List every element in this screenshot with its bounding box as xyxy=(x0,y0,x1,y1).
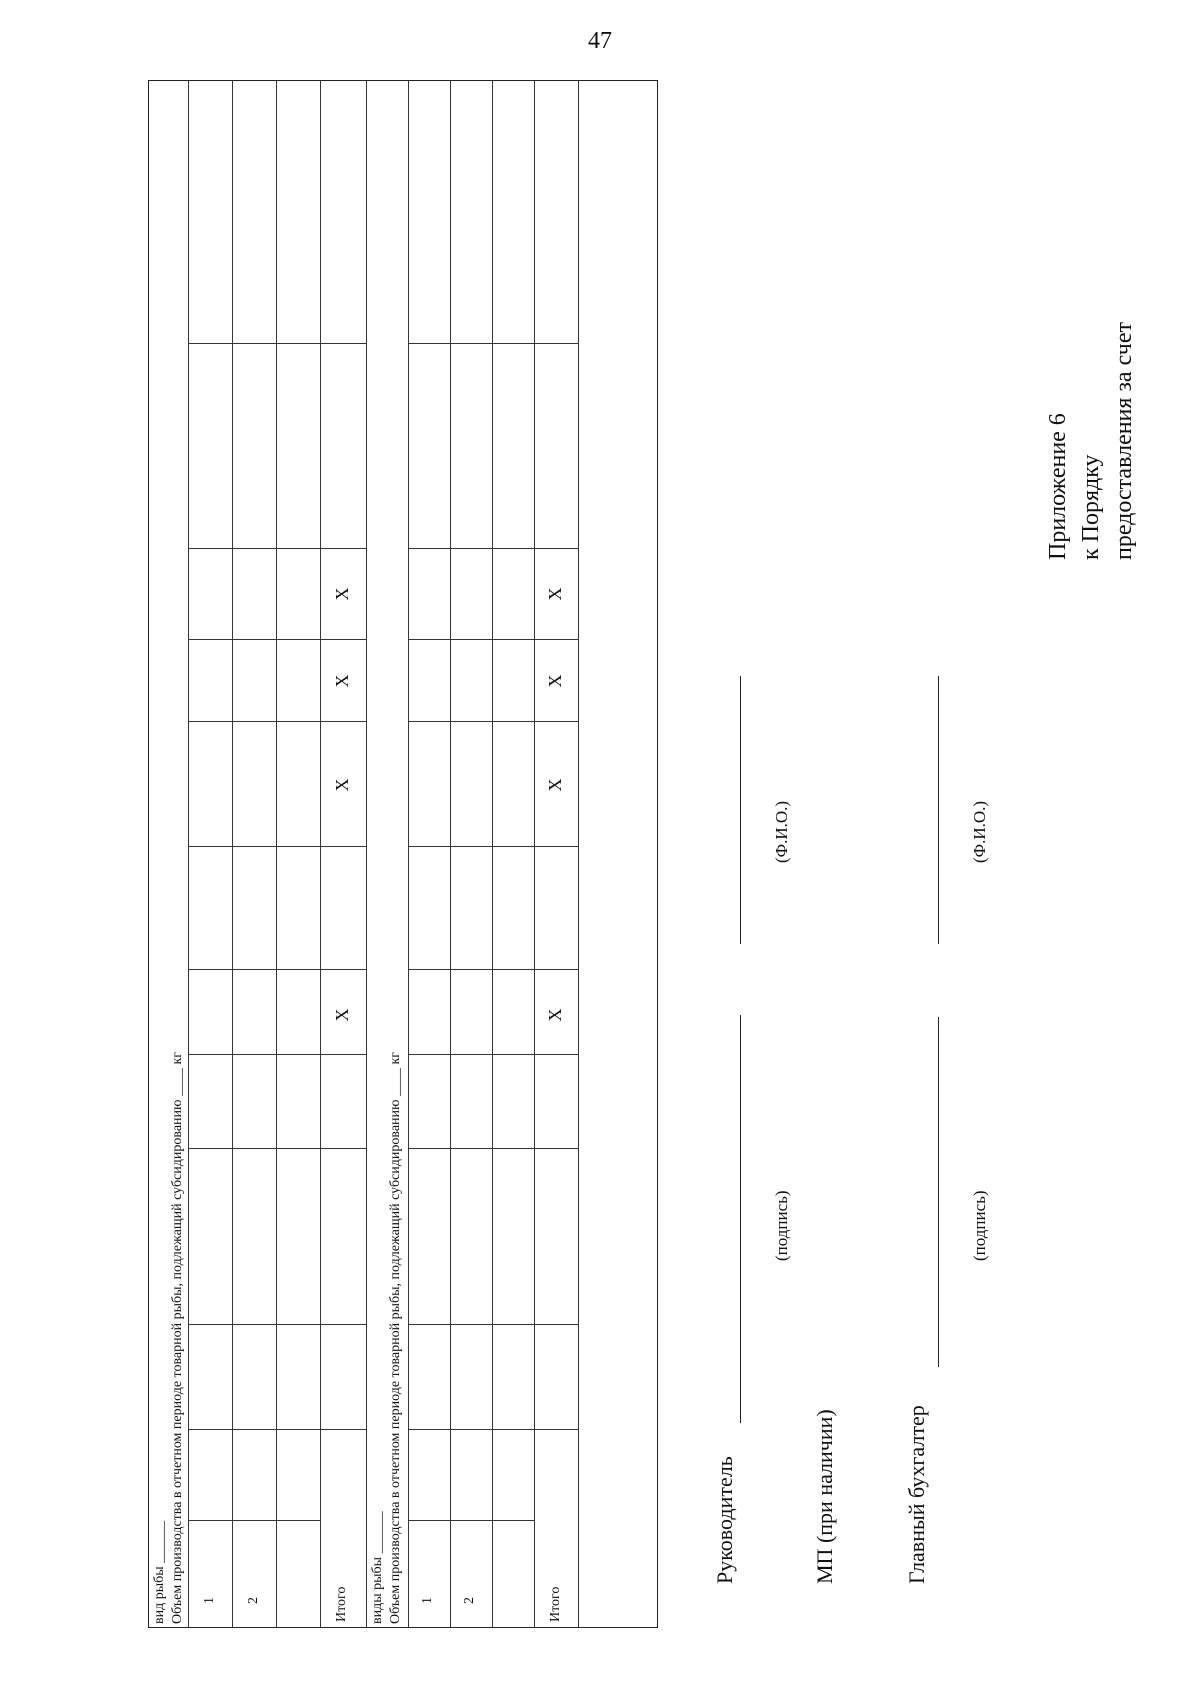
row-number-1: 1 xyxy=(420,1597,435,1604)
x-mark: Х xyxy=(332,1008,352,1022)
divider xyxy=(188,721,366,722)
x-mark: Х xyxy=(545,674,565,688)
accountant-label: Главный бухгалтер xyxy=(904,1405,929,1584)
x-mark: Х xyxy=(545,778,565,792)
divider xyxy=(276,80,277,1628)
divider xyxy=(188,1324,366,1325)
divider xyxy=(320,80,321,1628)
divider xyxy=(408,1148,578,1149)
divider xyxy=(188,639,366,640)
divider xyxy=(408,1429,578,1430)
appendix-title: Приложение 6 xyxy=(1045,413,1071,560)
x-mark: Х xyxy=(332,674,352,688)
divider xyxy=(408,639,578,640)
accountant-signature-hint: (подпись) xyxy=(970,1190,989,1261)
divider xyxy=(408,969,578,970)
divider xyxy=(578,80,579,1628)
divider xyxy=(188,343,366,344)
x-mark: Х xyxy=(332,587,352,601)
head-label: Руководитель xyxy=(712,1456,737,1584)
divider xyxy=(408,548,578,549)
head-fio-hint: (Ф.И.О.) xyxy=(772,800,791,863)
row-number-2: 2 xyxy=(462,1597,477,1604)
total-label-2: Итого xyxy=(548,1586,563,1622)
appendix-line-2: к Порядку xyxy=(1078,454,1104,560)
divider xyxy=(408,721,578,722)
divider xyxy=(188,548,366,549)
x-mark: Х xyxy=(545,587,565,601)
divider xyxy=(408,80,409,1628)
divider xyxy=(188,846,366,847)
row-number-1: 1 xyxy=(202,1597,217,1604)
fish-species-label-2: виды рыбы ______ xyxy=(370,1511,385,1624)
divider xyxy=(232,80,233,1628)
accountant-fio-line xyxy=(938,676,939,944)
volume-label-1: Объем производства в отчетном периоде товарной рыбы, подлежащий субсидированию ____ кг xyxy=(170,1051,185,1624)
divider xyxy=(408,1520,534,1521)
x-mark: Х xyxy=(545,1008,565,1022)
x-mark: Х xyxy=(332,778,352,792)
fish-species-label-1: вид рыбы ______ xyxy=(152,1520,167,1624)
divider xyxy=(188,1148,366,1149)
divider xyxy=(408,846,578,847)
volume-label-2: Объем производства в отчетном периоде товарной рыбы, подлежащий субсидированию ____ кг xyxy=(388,1051,403,1624)
divider xyxy=(188,1520,320,1521)
head-signature-hint: (подпись) xyxy=(772,1190,791,1261)
divider xyxy=(534,80,535,1628)
divider xyxy=(450,80,451,1628)
divider xyxy=(408,343,578,344)
divider xyxy=(492,80,493,1628)
accountant-fio-hint: (Ф.И.О.) xyxy=(970,800,989,863)
accountant-signature-line xyxy=(938,1017,939,1367)
divider xyxy=(188,969,366,970)
head-signature-line xyxy=(740,1015,741,1423)
divider xyxy=(408,1054,578,1055)
total-label-1: Итого xyxy=(334,1586,349,1622)
divider xyxy=(188,1429,366,1430)
stamp-label: МП (при наличии) xyxy=(812,1409,837,1584)
divider xyxy=(188,1054,366,1055)
page-number: 47 xyxy=(588,28,612,54)
appendix-line-3: предоставления за счет xyxy=(1111,322,1137,560)
divider xyxy=(408,1324,578,1325)
divider xyxy=(188,80,189,1628)
divider xyxy=(366,80,367,1628)
head-fio-line xyxy=(740,676,741,944)
row-number-2: 2 xyxy=(246,1597,261,1604)
